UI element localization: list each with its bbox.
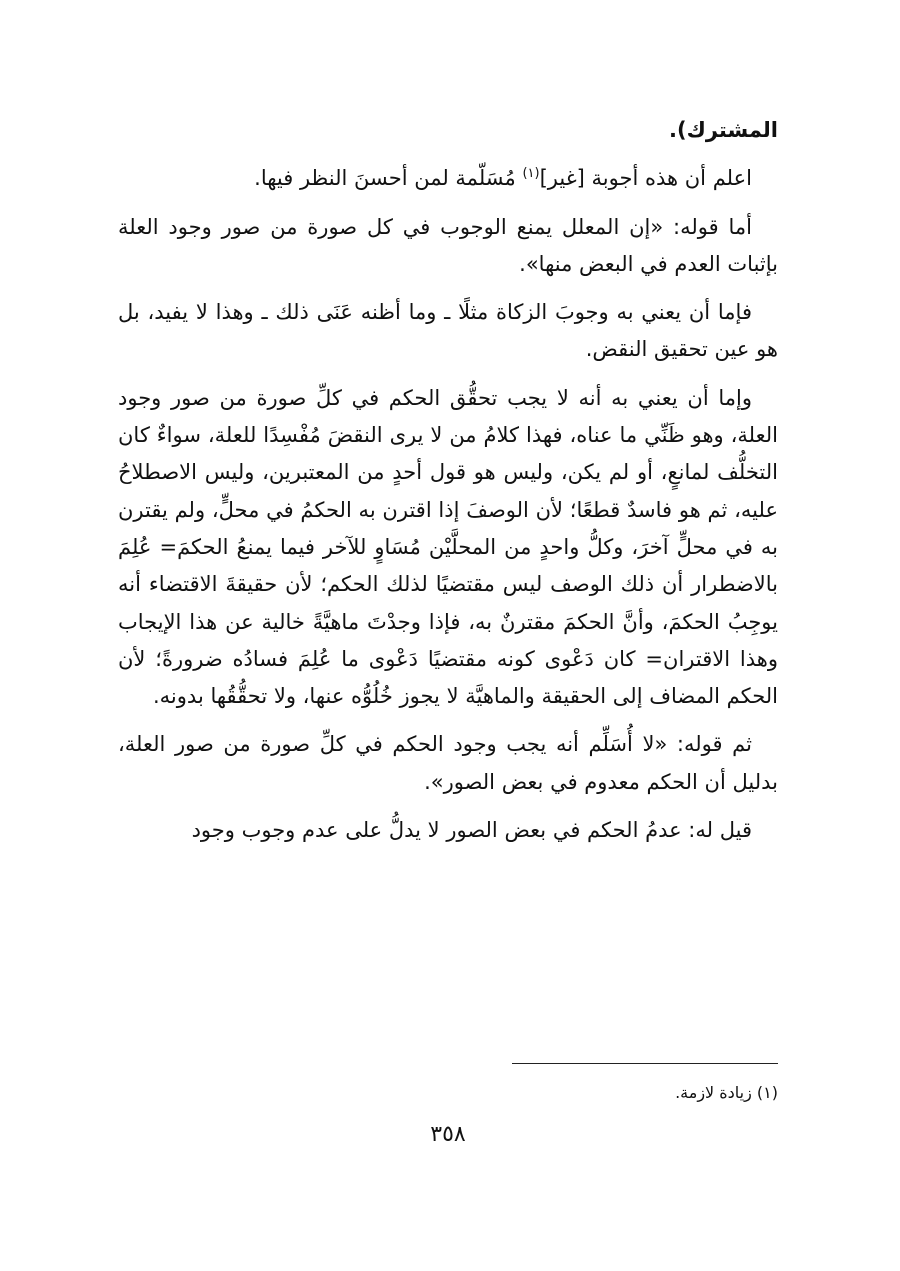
- paragraph-second-option: وإما أن يعني به أنه لا يجب تحقُّق الحكم في كلِّ صورة من صور وجود العلة، وهو ظَنِّي ما عناه، فهذا كلامُ من لا يرى النقضَ مُفْسِدًا للعلة، سواءٌ كان التخلُّف لمانعٍ، أو لم يكن، وليس هو قول أحدٍ من المعتبرين، وليس الاصطلاحُ عليه، ثم هو فاسدٌ قطعًا؛ لأن الوصفَ إذا اقترن به الحكمُ في محلٍّ، ولم يقترن به في محلٍّ آخرَ، وكلُّ واحدٍ من المحلَّيْن مُسَاوٍ للآخر فيما يمنعُ الحكمَ= عُلِمَ بالاضطرار أن ذلك الوصف ليس مقتضيًا لذلك الحكم؛ لأن حقيقةَ الاقتضاء أنه يوجِبُ الحكمَ، وأنَّ الحكمَ مقترنٌ به، فإذا وجدْتَ ماهيَّةً خالية عن هذا الإيجاب وهذا الاقتران= كان دَعْوى كونه مقتضيًا دَعْوى ما عُلِمَ فسادُه ضرورةً؛ لأن الحكم المضاف إلى الحقيقة والماهيَّة لا يجوز خُلُوُّه عنها، ولا تحقُّقُها بدونه.: [118, 385, 778, 709]
- footnote-divider: [512, 1063, 778, 1064]
- document-page: [118, 0, 778, 1271]
- paragraph-quote-2: ثم قوله: «لا أُسَلِّم أنه يجب وجود الحكم في كلِّ صورة من صور العلة، بدليل أن الحكم معدوم في بعض الصور».: [118, 732, 778, 794]
- footnote-text: زيادة لازمة.: [675, 1083, 752, 1102]
- paragraph-reply: قيل له: عدمُ الحكم في بعض الصور لا يدلُّ على عدم وجوب وجود: [191, 818, 752, 843]
- paragraph-quote-1: أما قوله: «إن المعلل يمنع الوجوب في كل صورة من صور وجود العلة بإثبات العدم في البعض منها».: [118, 214, 778, 276]
- main-text: [118, 112, 778, 860]
- footnote-marker: (١): [756, 1083, 778, 1102]
- paragraph-first-option: فإما أن يعني به وجوبَ الزكاة مثلًا ـ وما أظنه عَنَى ذلك ـ وهذا لا يفيد، بل هو عين تحقيق النقض.: [118, 300, 778, 362]
- footnote: [118, 1078, 778, 1108]
- paragraph-answers-intro: [118, 160, 778, 197]
- paragraph-text: اعلم أن هذه أجوبة [غير]: [539, 166, 752, 191]
- paragraph-continuation: المشترك).: [669, 118, 778, 142]
- page-number: ٣٥٨: [430, 1122, 466, 1147]
- paragraph-text: مُسَلّمة لمن أحسنَ النظر فيها.: [254, 166, 523, 191]
- footnote-reference-marker[interactable]: (١): [522, 166, 540, 182]
